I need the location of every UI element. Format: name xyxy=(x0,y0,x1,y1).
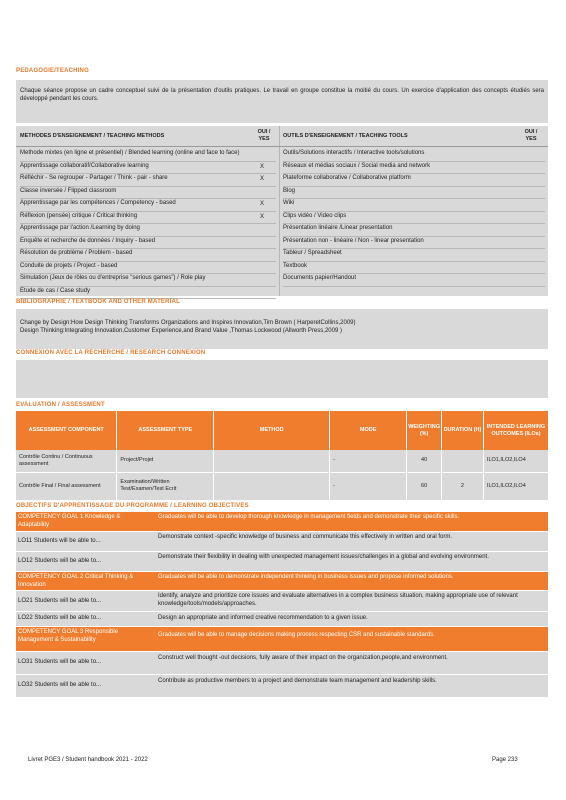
pedagogie-text: Chaque séance propose un cadre conceptuel suivi de la présentation d'outils pratiques. Le travail en groupe constitue la moitié du cours. Un exercice d'application des concepts étudiés sera développé pendant les cours. xyxy=(20,88,544,102)
method-label: Etude de cas / Case study xyxy=(20,287,91,294)
row2-ilos: ILO1,ILO2,ILO4 xyxy=(483,472,548,500)
header-weighting: WEIGHTING (%) xyxy=(407,411,442,450)
bibliographie-box xyxy=(16,309,548,349)
goal-2-row xyxy=(16,571,548,590)
tool-row xyxy=(283,212,545,225)
objectives-title: OBJECTIFS D'APPRENTISSAGE DU PROGRAMME / LEARNING OBJECTIVES xyxy=(16,503,249,509)
bibliographie-line-1: Change by Design:How Design Thinking Transforms Organizations and Inspires Innovation,Tim Brown ( HarperetCollins,2009) xyxy=(20,320,356,326)
lo21-code: LO21 Students will be able to... xyxy=(18,598,102,604)
bibliographie-title: BIBLIOGRAPHIE / TEXTBOOK AND OTHER MATERIAL xyxy=(16,299,180,305)
evaluation-row-2 xyxy=(16,472,548,500)
method-row xyxy=(20,162,276,175)
header-method: METHOD xyxy=(214,411,330,450)
method-label: Réfléchir - Se regrouper - Partager / Think - pair - share xyxy=(20,175,168,181)
tool-row xyxy=(283,249,545,262)
row2-component: Contrôle Final / Final assessment xyxy=(19,482,101,489)
tool-label: Clips vidéo / Video clips xyxy=(283,212,347,219)
column-divider xyxy=(279,126,280,296)
row1-ilos: ILO1,ILO2,ILO4 xyxy=(483,450,548,472)
tool-label: Documents papier/Handout xyxy=(283,275,357,281)
row1-type: Project/Projet xyxy=(117,450,214,472)
lo32-text: Contribute as productive members to a project and demonstrate team management and leadership skills. xyxy=(158,678,437,684)
objectives-table xyxy=(16,512,548,697)
method-label: Classe inversée / Flipped classroom xyxy=(20,187,117,194)
tools-yes-header: OUI / YES xyxy=(524,129,538,142)
header-duration: DURATION (H) xyxy=(441,411,483,450)
method-mark: X xyxy=(260,163,265,170)
method-label: Enquête et recherche de données / Inquiry - based xyxy=(20,237,156,244)
tool-label: Plateforme collaborative / Collaborative platform xyxy=(283,175,411,181)
method-row xyxy=(20,174,276,187)
row1-duration xyxy=(441,450,483,472)
methods-yes-header: OUI / YES xyxy=(257,129,271,142)
row1-method xyxy=(214,450,330,472)
method-label: Conduite de projets / Project - based xyxy=(20,262,118,269)
tool-row xyxy=(283,274,545,287)
tool-label: Tableur / Spreadsheet xyxy=(283,250,342,256)
method-label: Apprentissage par l'action /Learning by doing xyxy=(20,225,140,231)
method-row xyxy=(20,274,276,287)
tool-label: Outils/Solutions interactifs / Interactive tools/solutions xyxy=(283,150,425,156)
row2-weighting: 60 xyxy=(407,472,442,500)
lo22-text: Design an appropriate and informed creative recommendation to a given issue. xyxy=(158,615,368,621)
tool-row xyxy=(283,224,545,237)
lo31-row xyxy=(16,651,548,674)
tool-label: Réseaux et médias sociaux / Social media and network xyxy=(283,162,431,169)
goal-2-label: COMPETENCY GOAL 2 Critical Thinking & Innovation xyxy=(18,574,134,588)
tool-row xyxy=(283,187,545,200)
lo32-row xyxy=(16,674,548,697)
connexion-box xyxy=(16,360,548,398)
tool-label: Présentation non - linéaire / Non - linear presentation xyxy=(283,237,424,244)
goal-1-row xyxy=(16,512,548,531)
method-row xyxy=(20,237,276,250)
lo21-row xyxy=(16,590,548,611)
row1-weighting: 40 xyxy=(407,450,442,472)
row2-method xyxy=(214,472,330,500)
method-row xyxy=(20,224,276,237)
goal-2-desc: Graduates will be able to demonstrate independent thinking in business issues and propose informed solutions. xyxy=(158,574,454,580)
methods-header: METHODES D'ENSEIGNEMENT / TEACHING METHODS xyxy=(20,133,165,139)
row2-duration: 2 xyxy=(441,472,483,500)
row1-mode: - xyxy=(330,450,407,472)
evaluation-row-1 xyxy=(16,450,548,472)
lo11-text: Demonstrate context -specific knowledge of business and communicate this effectively in written and oral form. xyxy=(158,534,453,540)
tool-label: Blog xyxy=(283,187,296,194)
tool-row xyxy=(283,149,545,162)
method-label: Apprentissage collaboratif/Collaborative learning xyxy=(20,162,149,169)
goal-1-desc: Graduates will be able to develop thorough knowledge in management fields and demonstrate their specific skills. xyxy=(158,514,460,520)
method-mark: X xyxy=(260,201,265,207)
method-mark: X xyxy=(260,213,265,220)
method-row xyxy=(20,149,276,162)
tools-list xyxy=(283,149,545,287)
evaluation-header-row xyxy=(16,411,548,450)
method-label: Methode mixtes (en ligne et présentiel) / Blended learning (online and face to face) xyxy=(20,150,240,156)
header-component: ASSESSMENT COMPONENT xyxy=(28,427,104,434)
lo31-code: LO31 Students will be able to... xyxy=(18,659,102,665)
tool-row xyxy=(283,174,545,187)
methods-list xyxy=(20,149,276,299)
lo12-text: Demonstrate their flexibility in dealing with unexpected management issues/challenges in a global and evolving environment. xyxy=(158,554,489,560)
lo32-code: LO32 Students will be able to... xyxy=(18,682,102,688)
tools-header: OUTILS D'ENSEIGNEMENT / TEACHING TOOLS xyxy=(283,133,408,139)
tool-row xyxy=(283,162,545,175)
method-row xyxy=(20,249,276,262)
method-label: Simulation (Jeux de rôles ou d'entreprise "serious games") / Role play xyxy=(20,275,206,281)
tool-row xyxy=(283,237,545,250)
tool-label: Présentation linéaire /Linear presentation xyxy=(283,225,393,231)
header-divider xyxy=(16,146,548,147)
header-type: ASSESSMENT TYPE xyxy=(117,411,214,450)
method-row xyxy=(20,199,276,212)
header-ilos: INTENDED LEARNING OUTCOMES (ILOs) xyxy=(483,411,548,450)
row1-component: Contrôle Continu / Continuous assessment xyxy=(19,453,93,467)
method-label: Apprentissage par les compétences / Competency - based xyxy=(20,200,176,206)
goal-3-label: COMPETENCY GOAL 3 Responsible Management & Sustainability xyxy=(18,629,119,643)
pedagogie-box xyxy=(16,80,548,123)
lo11-row xyxy=(16,531,548,551)
lo12-row xyxy=(16,551,548,571)
row2-mode: - xyxy=(330,472,407,500)
goal-3-desc: Graduates will be able to manage decisions making process respecting CSR and sustainable standards. xyxy=(158,632,435,638)
footer-left: Livret PGE3 / Student handbook 2021 - 2022 xyxy=(28,757,148,763)
method-label: Résolution de problème / Problem - based xyxy=(20,250,133,256)
goal-3-row xyxy=(16,626,548,651)
method-row xyxy=(20,262,276,275)
connexion-title: CONNEXION AVEC LA RECHERCHE / RESEARCH CONNEXION xyxy=(16,350,206,356)
lo22-row xyxy=(16,611,548,626)
lo22-code: LO22 Students will be able to... xyxy=(18,615,102,621)
methods-table xyxy=(16,126,548,296)
lo11-code: LO11 Students will be able to... xyxy=(18,538,101,544)
method-label: Réflexion (pensée) critique / Critical thinking xyxy=(20,212,138,219)
header-mode: MODE xyxy=(330,411,407,450)
row2-type: Examination/Written Test/Examen/Test Ecrit xyxy=(117,472,214,500)
tool-label: Wiki xyxy=(283,200,295,206)
lo12-code: LO12 Students will be able to... xyxy=(18,558,102,564)
tool-row xyxy=(283,199,545,212)
lo31-text: Construct well thought -out decisions, fully aware of their impact on the organization,people,and environment. xyxy=(158,655,448,661)
footer-page-number: Page 233 xyxy=(492,757,518,763)
evaluation-table xyxy=(16,411,548,500)
method-row xyxy=(20,212,276,225)
evaluation-title: EVALUATION / ASSESSMENT xyxy=(16,402,105,408)
method-row xyxy=(20,187,276,200)
pedagogie-title: PEDAGOGIE/TEACHING xyxy=(16,68,89,74)
method-row xyxy=(20,287,276,300)
tool-label: Textbook xyxy=(283,262,308,269)
lo21-text: Identify, analyze and prioritize core issues and evaluate alternatives in a complex business situation, making appropriate use of relevant knowledge/tools/models/approaches. xyxy=(158,593,518,607)
goal-1-label: COMPETENCY GOAL 1 Knowledge & Adaptability xyxy=(18,514,121,528)
tool-row xyxy=(283,262,545,275)
method-mark: X xyxy=(260,176,265,182)
bibliographie-line-2: Design Thinking:Integrating Innovation,Customer Experience,and Brand Value ,Thomas Lockwood (Allworth Press,2009 ) xyxy=(20,328,342,334)
